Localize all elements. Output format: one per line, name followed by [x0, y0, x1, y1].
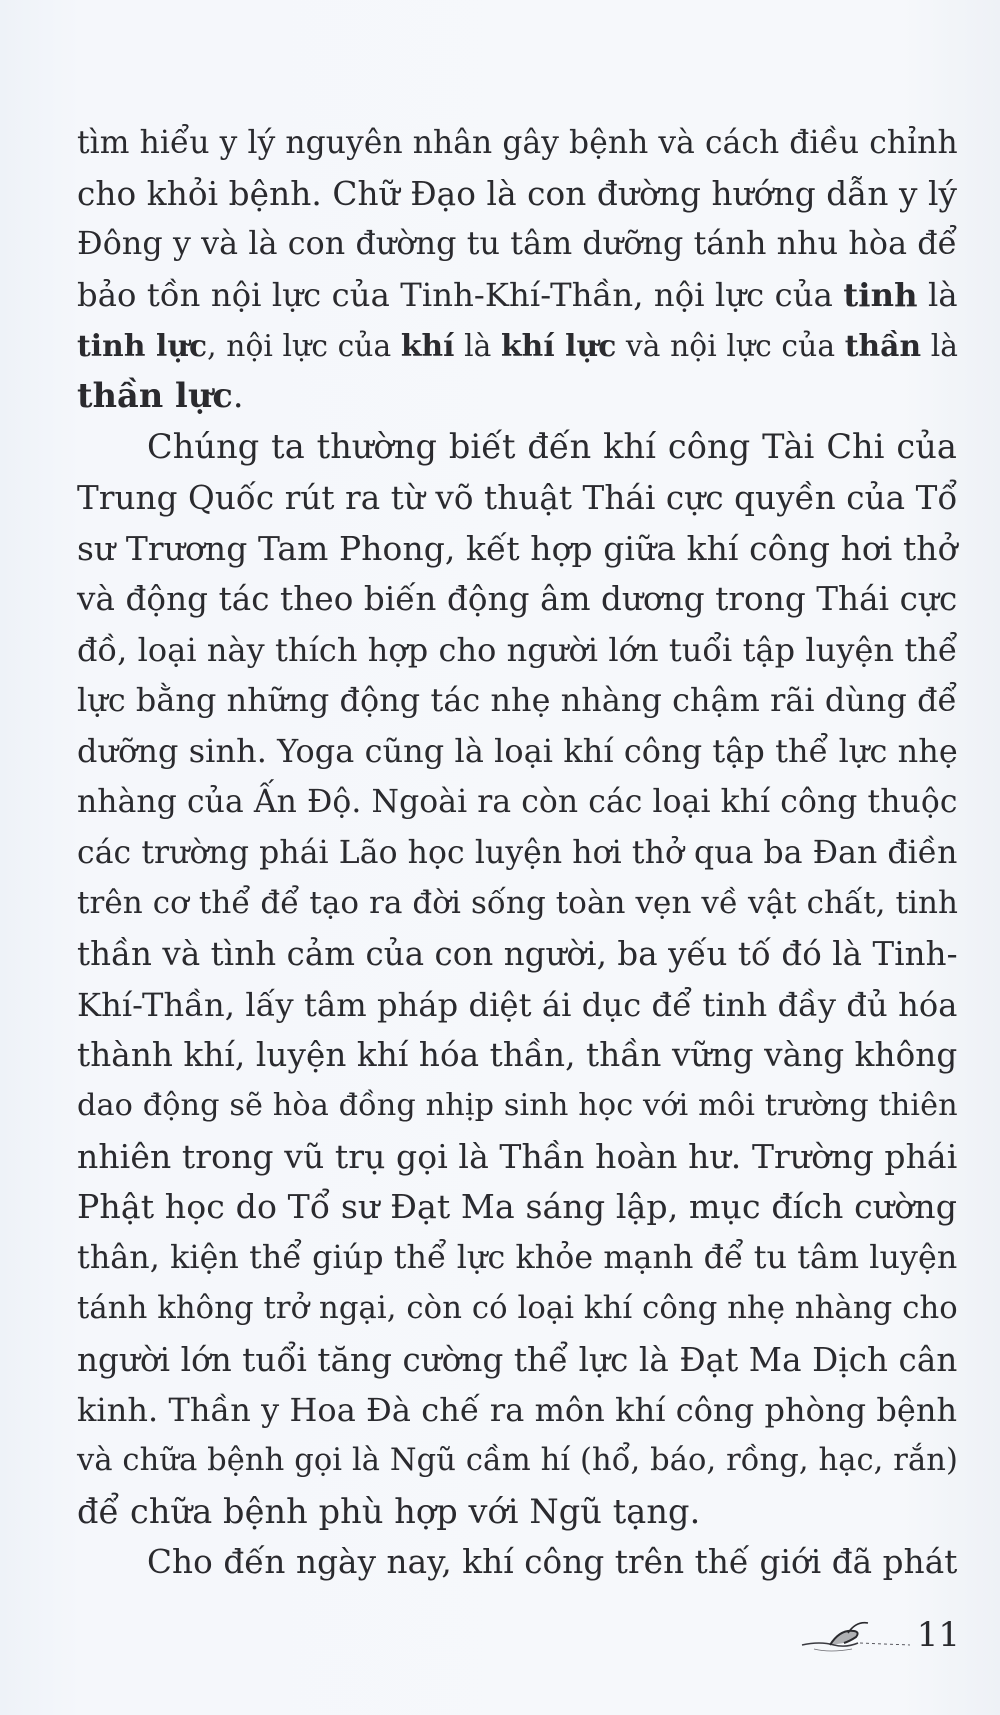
text-segment: tánh không trở ngại, còn có loại khí công nhẹ nhàng cho	[77, 1290, 958, 1326]
text-line	[77, 726, 957, 777]
text-line	[77, 1385, 957, 1436]
text-segment: Phật học do Tổ sư Đạt Ma sáng lập, mục đích cường	[77, 1187, 958, 1227]
text-line	[77, 777, 957, 828]
text-segment: là	[917, 276, 958, 315]
text-line	[77, 1081, 957, 1132]
text-line	[77, 219, 957, 270]
text-segment: thần và tình cảm của con người, ba yếu tố đó là Tinh-	[77, 935, 958, 973]
text-line	[77, 625, 957, 676]
bird-ornament-icon	[800, 1615, 920, 1655]
text-segment: Đông y và là con đường tu tâm dưỡng tánh nhu hòa để	[77, 226, 958, 263]
text-segment: cho khỏi bệnh. Chữ Đạo là con đường hướng dẫn y lý	[77, 174, 958, 213]
text-segment: thân, kiện thể giúp thể lực khỏe mạnh để tu tâm luyện	[77, 1240, 958, 1277]
text-line	[77, 1487, 957, 1538]
bold-term: khí lực	[501, 327, 617, 363]
text-line	[77, 118, 957, 169]
text-segment: và động tác theo biến động âm dương trong Thái cực	[77, 580, 958, 619]
text-line	[77, 473, 957, 524]
text-segment: lực bằng những động tác nhẹ nhàng chậm rãi dùng để	[77, 681, 958, 719]
text-segment: Cho đến ngày nay, khí công trên thế giới đã phát	[147, 1543, 958, 1582]
bold-term: tinh lực	[77, 327, 208, 363]
text-segment: sư Trương Tam Phong, kết hợp giữa khí công hơi thở	[77, 528, 958, 568]
text-segment: trên cơ thể để tạo ra đời sống toàn vẹn về vật chất, tinh	[77, 885, 958, 922]
text-segment: tìm hiểu y lý nguyên nhân gây bệnh và cách điều chỉnh	[77, 125, 958, 161]
text-line	[77, 980, 957, 1031]
text-segment: dưỡng sinh. Yoga cũng là loại khí công tập thể lực nhẹ	[77, 732, 958, 771]
text-segment: là	[454, 327, 502, 363]
text-line	[77, 371, 957, 422]
text-line	[77, 828, 957, 879]
text-segment: thành khí, luyện khí hóa thần, thần vững vàng không	[77, 1036, 958, 1075]
text-line	[77, 524, 957, 575]
text-line	[77, 321, 957, 372]
text-segment: là	[921, 327, 959, 363]
bold-term: khí	[400, 327, 455, 363]
text-line	[77, 1132, 957, 1183]
text-line	[77, 1182, 957, 1233]
text-line	[77, 1537, 957, 1588]
text-segment: dao động sẽ hòa đồng nhịp sinh học với môi trường thiên	[77, 1088, 958, 1124]
text-segment: Chúng ta thường biết đến khí công Tài Chi của	[147, 427, 957, 467]
text-line	[77, 1233, 957, 1284]
text-segment: đồ, loại này thích hợp cho người lớn tuổi tập luyện thể	[77, 630, 958, 669]
text-segment: để chữa bệnh phù hợp với Ngũ tạng.	[77, 1491, 701, 1531]
text-line	[77, 676, 957, 727]
text-segment: bảo tồn nội lực của Tinh-Khí-Thần, nội lực của	[77, 276, 844, 315]
text-line	[77, 1030, 957, 1081]
text-segment: , nội lực của	[207, 327, 401, 363]
text-line	[77, 929, 957, 980]
text-segment: và chữa bệnh gọi là Ngũ cầm hí (hổ, báo, rồng, hạc, rắn)	[77, 1442, 958, 1478]
text-segment: .	[232, 376, 244, 416]
text-segment: Khí-Thần, lấy tâm pháp diệt ái dục để tinh đầy đủ hóa	[77, 985, 958, 1024]
text-segment: nhiên trong vũ trụ gọi là Thần hoàn hư. Trường phái	[77, 1136, 958, 1176]
text-line	[77, 422, 957, 473]
bold-term: tinh	[843, 276, 918, 315]
text-line	[77, 878, 957, 929]
text-line	[77, 169, 957, 220]
text-line	[77, 1284, 957, 1335]
text-segment: các trường phái Lão học luyện hơi thở qua ba Đan điền	[77, 834, 958, 871]
text-segment: và nội lực của	[616, 327, 845, 363]
text-line	[77, 1335, 957, 1386]
text-line	[77, 1436, 957, 1487]
text-line	[77, 574, 957, 625]
text-line	[77, 270, 957, 321]
body-text	[77, 118, 957, 1588]
page-number: 11	[916, 1615, 960, 1655]
bold-term: thần lực	[77, 376, 233, 416]
text-segment: kinh. Thần y Hoa Đà chế ra môn khí công phòng bệnh	[77, 1391, 958, 1430]
text-segment: người lớn tuổi tăng cường thể lực là Đạt Ma Dịch cân	[77, 1340, 958, 1379]
page-footer	[800, 1615, 970, 1665]
text-segment: Trung Quốc rút ra từ võ thuật Thái cực quyền của Tổ	[77, 478, 958, 517]
bold-term: thần	[844, 327, 922, 363]
text-segment: nhàng của Ấn Độ. Ngoài ra còn các loại khí công thuộc	[77, 783, 958, 820]
